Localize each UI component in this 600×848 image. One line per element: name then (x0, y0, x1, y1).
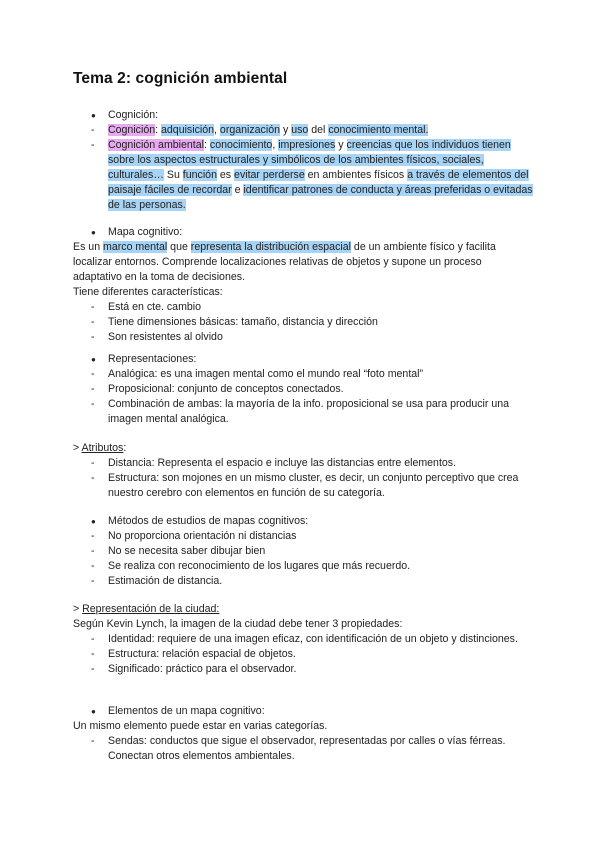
dash-item: - Son resistentes al olvido (91, 331, 223, 343)
dash-item: - No se necesita saber dibujar bien (91, 545, 266, 557)
paragraph: Es un marco mental que representa la distribución espacial de un ambiente físico y facilita localizar entornos. Comprende localizaciones relativas de objetos y supone un proceso adaptativo en la toma de decisiones. (73, 241, 496, 283)
section-ciudad (73, 602, 533, 677)
dash-item: - Está en cte. cambio (91, 301, 202, 313)
dash-item: - Sendas: conductos que sigue el observador, representadas por calles o vías férreas. Conectan otros elementos ambientales. (91, 735, 506, 762)
highlight-blue: adquisición (161, 124, 215, 136)
section-cognicion (73, 108, 533, 213)
highlight-blue: impresiones (278, 139, 336, 151)
section-atributos (73, 441, 533, 501)
paragraph: Un mismo elemento puede estar en varias categorías. (73, 720, 328, 732)
dash-item: - Combinación de ambas: la mayoría de la info. proposicional se usa para producir una imagen mental analógica. (91, 398, 510, 425)
dash-item: - Tiene dimensiones básicas: tamaño, distancia y dirección (91, 316, 378, 328)
section-representaciones (73, 352, 533, 427)
highlight-blue: creencias que los individuos tienen sobre los aspectos estructurales y simbólicos de los ambientes físicos, sociales, culturales… (108, 139, 511, 181)
section-metodos (73, 514, 533, 589)
dash-item: - Proposicional: conjunto de conceptos conectados. (91, 383, 344, 395)
section-elementos (73, 704, 533, 764)
dash-item: - Significado: práctico para el observador. (91, 663, 297, 675)
dash-item: - Distancia: Representa el espacio e incluye las distancias entre elementos. (91, 457, 457, 469)
highlight-blue: evitar perderse (234, 169, 305, 181)
paragraph: Tiene diferentes características: (73, 286, 223, 298)
page-title: Tema 2: cognición ambiental (73, 70, 288, 87)
dash-item: - Se realiza con reconocimiento de los lugares que más recuerdo. (91, 560, 411, 572)
highlight-blue: identificar patrones de conducta y áreas preferidas o evitadas de las personas. (108, 184, 533, 211)
highlight-pink: Cognición (108, 124, 156, 136)
section-heading: > Representación de la ciudad: (73, 603, 220, 615)
highlight-blue: a través de elementos del paisaje fáciles de recordar (108, 169, 529, 196)
highlight-blue: conocimiento mental. (328, 124, 429, 136)
highlight-blue: conocimiento (209, 139, 273, 151)
dash-item: - Cognición ambiental: conocimiento, impresiones y creencias que los individuos tienen sobre los aspectos estructurales y simbólicos de los ambientes físicos, sociales, culturales… Su función es evitar perderse en ambientes físicos a través de elementos del paisaje fáciles de recordar e identificar patrones de conducta y áreas preferidas o evitadas de las personas. (91, 139, 533, 211)
bullet-item: ● Métodos de estudios de mapas cognitivos: (91, 515, 309, 527)
paragraph: Según Kevin Lynch, la imagen de la ciudad debe tener 3 propiedades: (73, 618, 403, 630)
section-mapa-cognitivo (73, 225, 533, 345)
highlight-blue: organización (219, 124, 280, 136)
dash-item: - Identidad: requiere de una imagen eficaz, con identificación de un objeto y distinciones. (91, 633, 518, 645)
highlight-blue: representa la distribución espacial (190, 241, 351, 253)
highlight-pink: Cognición ambiental (108, 139, 204, 151)
dash-item: - Estructura: son mojones en un mismo cluster, es decir, un conjunto perceptivo que crea nuestro cerebro con elementos en función de su categoría. (91, 472, 519, 499)
section-heading: > Atributos: (73, 442, 127, 454)
dash-item: - Analógica: es una imagen mental como el mundo real “foto mental” (91, 368, 424, 380)
bullet-item: ● Mapa cognitivo: (91, 226, 183, 238)
bullet-item: ● Representaciones: (91, 353, 197, 365)
highlight-blue: marco mental (103, 241, 168, 253)
dash-item: - No proporciona orientación ni distancias (91, 530, 297, 542)
dash-item: - Cognición: adquisición, organización y uso del conocimiento mental. (91, 124, 429, 136)
highlight-blue: función (182, 169, 217, 181)
dash-item: - Estimación de distancia. (91, 575, 223, 587)
dash-item: - Estructura: relación espacial de objetos. (91, 648, 296, 660)
bullet-item: ● Elementos de un mapa cognitivo: (91, 705, 265, 717)
bullet-item: ● Cognición: (91, 109, 159, 121)
highlight-blue: uso (291, 124, 309, 136)
